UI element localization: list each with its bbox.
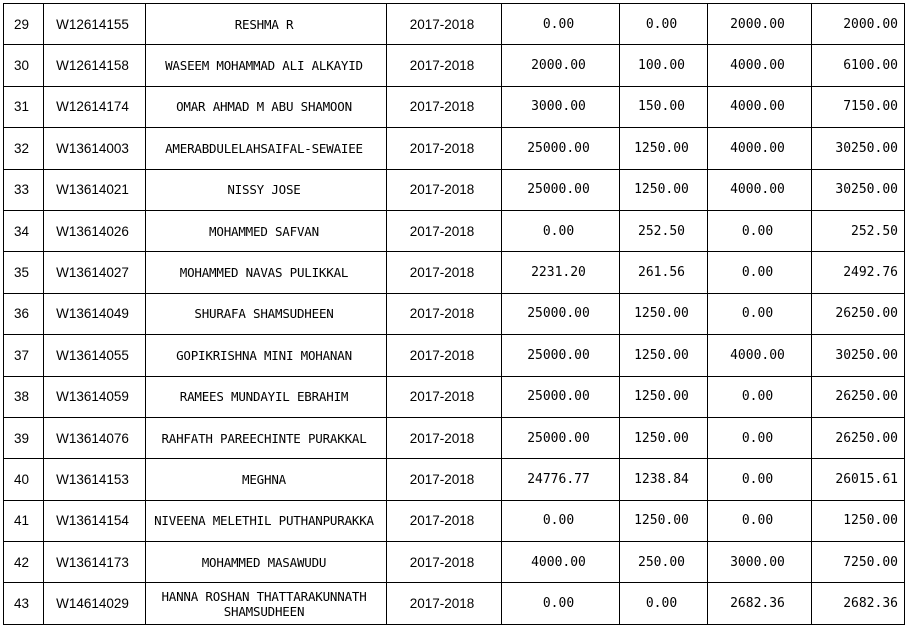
student-id-cell: W14614029 xyxy=(44,583,146,624)
student-name-cell: RAHFATH PAREECHINTE PURAKKAL xyxy=(146,417,387,458)
total-cell: 30250.00 xyxy=(812,169,905,210)
academic-year-cell: 2017-2018 xyxy=(387,45,502,86)
student-id-cell: W13614055 xyxy=(44,335,146,376)
amount-cell: 250.00 xyxy=(620,542,708,583)
row-number-cell: 35 xyxy=(4,252,44,293)
amount-cell: 261.56 xyxy=(620,252,708,293)
table-row xyxy=(4,459,905,500)
row-number-cell: 39 xyxy=(4,417,44,458)
student-id-cell: W13614049 xyxy=(44,293,146,334)
amount-cell: 4000.00 xyxy=(708,335,812,376)
table-row xyxy=(4,169,905,210)
amount-cell: 4000.00 xyxy=(708,45,812,86)
academic-year-cell: 2017-2018 xyxy=(387,459,502,500)
student-id-cell: W13614021 xyxy=(44,169,146,210)
student-id-cell: W13614003 xyxy=(44,128,146,169)
row-number-cell: 43 xyxy=(4,583,44,624)
student-name-cell: RESHMA R xyxy=(146,4,387,45)
total-cell: 2492.76 xyxy=(812,252,905,293)
amount-cell: 1250.00 xyxy=(620,293,708,334)
total-cell: 26250.00 xyxy=(812,293,905,334)
total-cell: 252.50 xyxy=(812,210,905,251)
amount-cell: 1250.00 xyxy=(620,376,708,417)
amount-cell: 0.00 xyxy=(708,252,812,293)
amount-cell: 4000.00 xyxy=(502,542,620,583)
student-name-cell: SHURAFA SHAMSUDHEEN xyxy=(146,293,387,334)
amount-cell: 0.00 xyxy=(502,583,620,624)
amount-cell: 24776.77 xyxy=(502,459,620,500)
amount-cell: 150.00 xyxy=(620,86,708,127)
amount-cell: 25000.00 xyxy=(502,376,620,417)
amount-cell: 2682.36 xyxy=(708,583,812,624)
student-id-cell: W13614027 xyxy=(44,252,146,293)
student-id-cell: W13614076 xyxy=(44,417,146,458)
student-name-cell: MOHAMMED MASAWUDU xyxy=(146,542,387,583)
academic-year-cell: 2017-2018 xyxy=(387,500,502,541)
amount-cell: 252.50 xyxy=(620,210,708,251)
amount-cell: 4000.00 xyxy=(708,86,812,127)
amount-cell: 0.00 xyxy=(620,4,708,45)
amount-cell: 0.00 xyxy=(708,376,812,417)
amount-cell: 1250.00 xyxy=(620,500,708,541)
academic-year-cell: 2017-2018 xyxy=(387,583,502,624)
student-id-cell: W12614174 xyxy=(44,86,146,127)
student-id-cell: W13614153 xyxy=(44,459,146,500)
academic-year-cell: 2017-2018 xyxy=(387,128,502,169)
total-cell: 26250.00 xyxy=(812,417,905,458)
fee-table xyxy=(3,3,905,625)
amount-cell: 0.00 xyxy=(708,500,812,541)
amount-cell: 25000.00 xyxy=(502,335,620,376)
total-cell: 2000.00 xyxy=(812,4,905,45)
row-number-cell: 31 xyxy=(4,86,44,127)
student-name-cell: MOHAMMED NAVAS PULIKKAL xyxy=(146,252,387,293)
academic-year-cell: 2017-2018 xyxy=(387,210,502,251)
table-row xyxy=(4,45,905,86)
table-row xyxy=(4,583,905,624)
table-row xyxy=(4,417,905,458)
table-row xyxy=(4,86,905,127)
amount-cell: 2231.20 xyxy=(502,252,620,293)
amount-cell: 0.00 xyxy=(708,459,812,500)
row-number-cell: 32 xyxy=(4,128,44,169)
total-cell: 7250.00 xyxy=(812,542,905,583)
amount-cell: 2000.00 xyxy=(708,4,812,45)
amount-cell: 0.00 xyxy=(708,417,812,458)
table-row xyxy=(4,252,905,293)
amount-cell: 3000.00 xyxy=(708,542,812,583)
amount-cell: 0.00 xyxy=(620,583,708,624)
amount-cell: 25000.00 xyxy=(502,169,620,210)
academic-year-cell: 2017-2018 xyxy=(387,169,502,210)
student-name-cell: HANNA ROSHAN THATTARAKUNNATH SHAMSUDHEEN xyxy=(146,583,387,624)
table-row xyxy=(4,4,905,45)
row-number-cell: 42 xyxy=(4,542,44,583)
total-cell: 2682.36 xyxy=(812,583,905,624)
total-cell: 7150.00 xyxy=(812,86,905,127)
row-number-cell: 40 xyxy=(4,459,44,500)
student-name-cell: WASEEM MOHAMMAD ALI ALKAYID xyxy=(146,45,387,86)
table-row xyxy=(4,500,905,541)
total-cell: 26015.61 xyxy=(812,459,905,500)
total-cell: 26250.00 xyxy=(812,376,905,417)
amount-cell: 0.00 xyxy=(502,4,620,45)
total-cell: 6100.00 xyxy=(812,45,905,86)
total-cell: 30250.00 xyxy=(812,335,905,376)
academic-year-cell: 2017-2018 xyxy=(387,417,502,458)
table-row xyxy=(4,376,905,417)
amount-cell: 0.00 xyxy=(708,210,812,251)
student-id-cell: W12614155 xyxy=(44,4,146,45)
table-row xyxy=(4,128,905,169)
student-name-cell: OMAR AHMAD M ABU SHAMOON xyxy=(146,86,387,127)
row-number-cell: 30 xyxy=(4,45,44,86)
amount-cell: 0.00 xyxy=(502,500,620,541)
student-name-cell: NISSY JOSE xyxy=(146,169,387,210)
row-number-cell: 38 xyxy=(4,376,44,417)
amount-cell: 25000.00 xyxy=(502,293,620,334)
table-row xyxy=(4,210,905,251)
student-id-cell: W13614173 xyxy=(44,542,146,583)
academic-year-cell: 2017-2018 xyxy=(387,542,502,583)
row-number-cell: 29 xyxy=(4,4,44,45)
row-number-cell: 34 xyxy=(4,210,44,251)
student-name-cell: MEGHNA xyxy=(146,459,387,500)
amount-cell: 25000.00 xyxy=(502,128,620,169)
amount-cell: 4000.00 xyxy=(708,128,812,169)
student-name-cell: GOPIKRISHNA MINI MOHANAN xyxy=(146,335,387,376)
amount-cell: 2000.00 xyxy=(502,45,620,86)
table-row xyxy=(4,542,905,583)
amount-cell: 4000.00 xyxy=(708,169,812,210)
amount-cell: 0.00 xyxy=(502,210,620,251)
row-number-cell: 36 xyxy=(4,293,44,334)
student-name-cell: RAMEES MUNDAYIL EBRAHIM xyxy=(146,376,387,417)
student-id-cell: W12614158 xyxy=(44,45,146,86)
academic-year-cell: 2017-2018 xyxy=(387,293,502,334)
amount-cell: 1250.00 xyxy=(620,335,708,376)
academic-year-cell: 2017-2018 xyxy=(387,252,502,293)
amount-cell: 3000.00 xyxy=(502,86,620,127)
amount-cell: 1238.84 xyxy=(620,459,708,500)
amount-cell: 0.00 xyxy=(708,293,812,334)
table-body xyxy=(4,4,905,625)
total-cell: 30250.00 xyxy=(812,128,905,169)
student-id-cell: W13614154 xyxy=(44,500,146,541)
student-name-cell: NIVEENA MELETHIL PUTHANPURAKKA xyxy=(146,500,387,541)
amount-cell: 1250.00 xyxy=(620,169,708,210)
academic-year-cell: 2017-2018 xyxy=(387,4,502,45)
student-id-cell: W13614059 xyxy=(44,376,146,417)
academic-year-cell: 2017-2018 xyxy=(387,376,502,417)
row-number-cell: 37 xyxy=(4,335,44,376)
amount-cell: 25000.00 xyxy=(502,417,620,458)
row-number-cell: 41 xyxy=(4,500,44,541)
student-name-cell: AMERABDULELAHSAIFAL-SEWAIEE xyxy=(146,128,387,169)
student-id-cell: W13614026 xyxy=(44,210,146,251)
academic-year-cell: 2017-2018 xyxy=(387,335,502,376)
amount-cell: 1250.00 xyxy=(620,128,708,169)
row-number-cell: 33 xyxy=(4,169,44,210)
amount-cell: 1250.00 xyxy=(620,417,708,458)
academic-year-cell: 2017-2018 xyxy=(387,86,502,127)
student-name-cell: MOHAMMED SAFVAN xyxy=(146,210,387,251)
amount-cell: 100.00 xyxy=(620,45,708,86)
table-row xyxy=(4,293,905,334)
table-row xyxy=(4,335,905,376)
total-cell: 1250.00 xyxy=(812,500,905,541)
